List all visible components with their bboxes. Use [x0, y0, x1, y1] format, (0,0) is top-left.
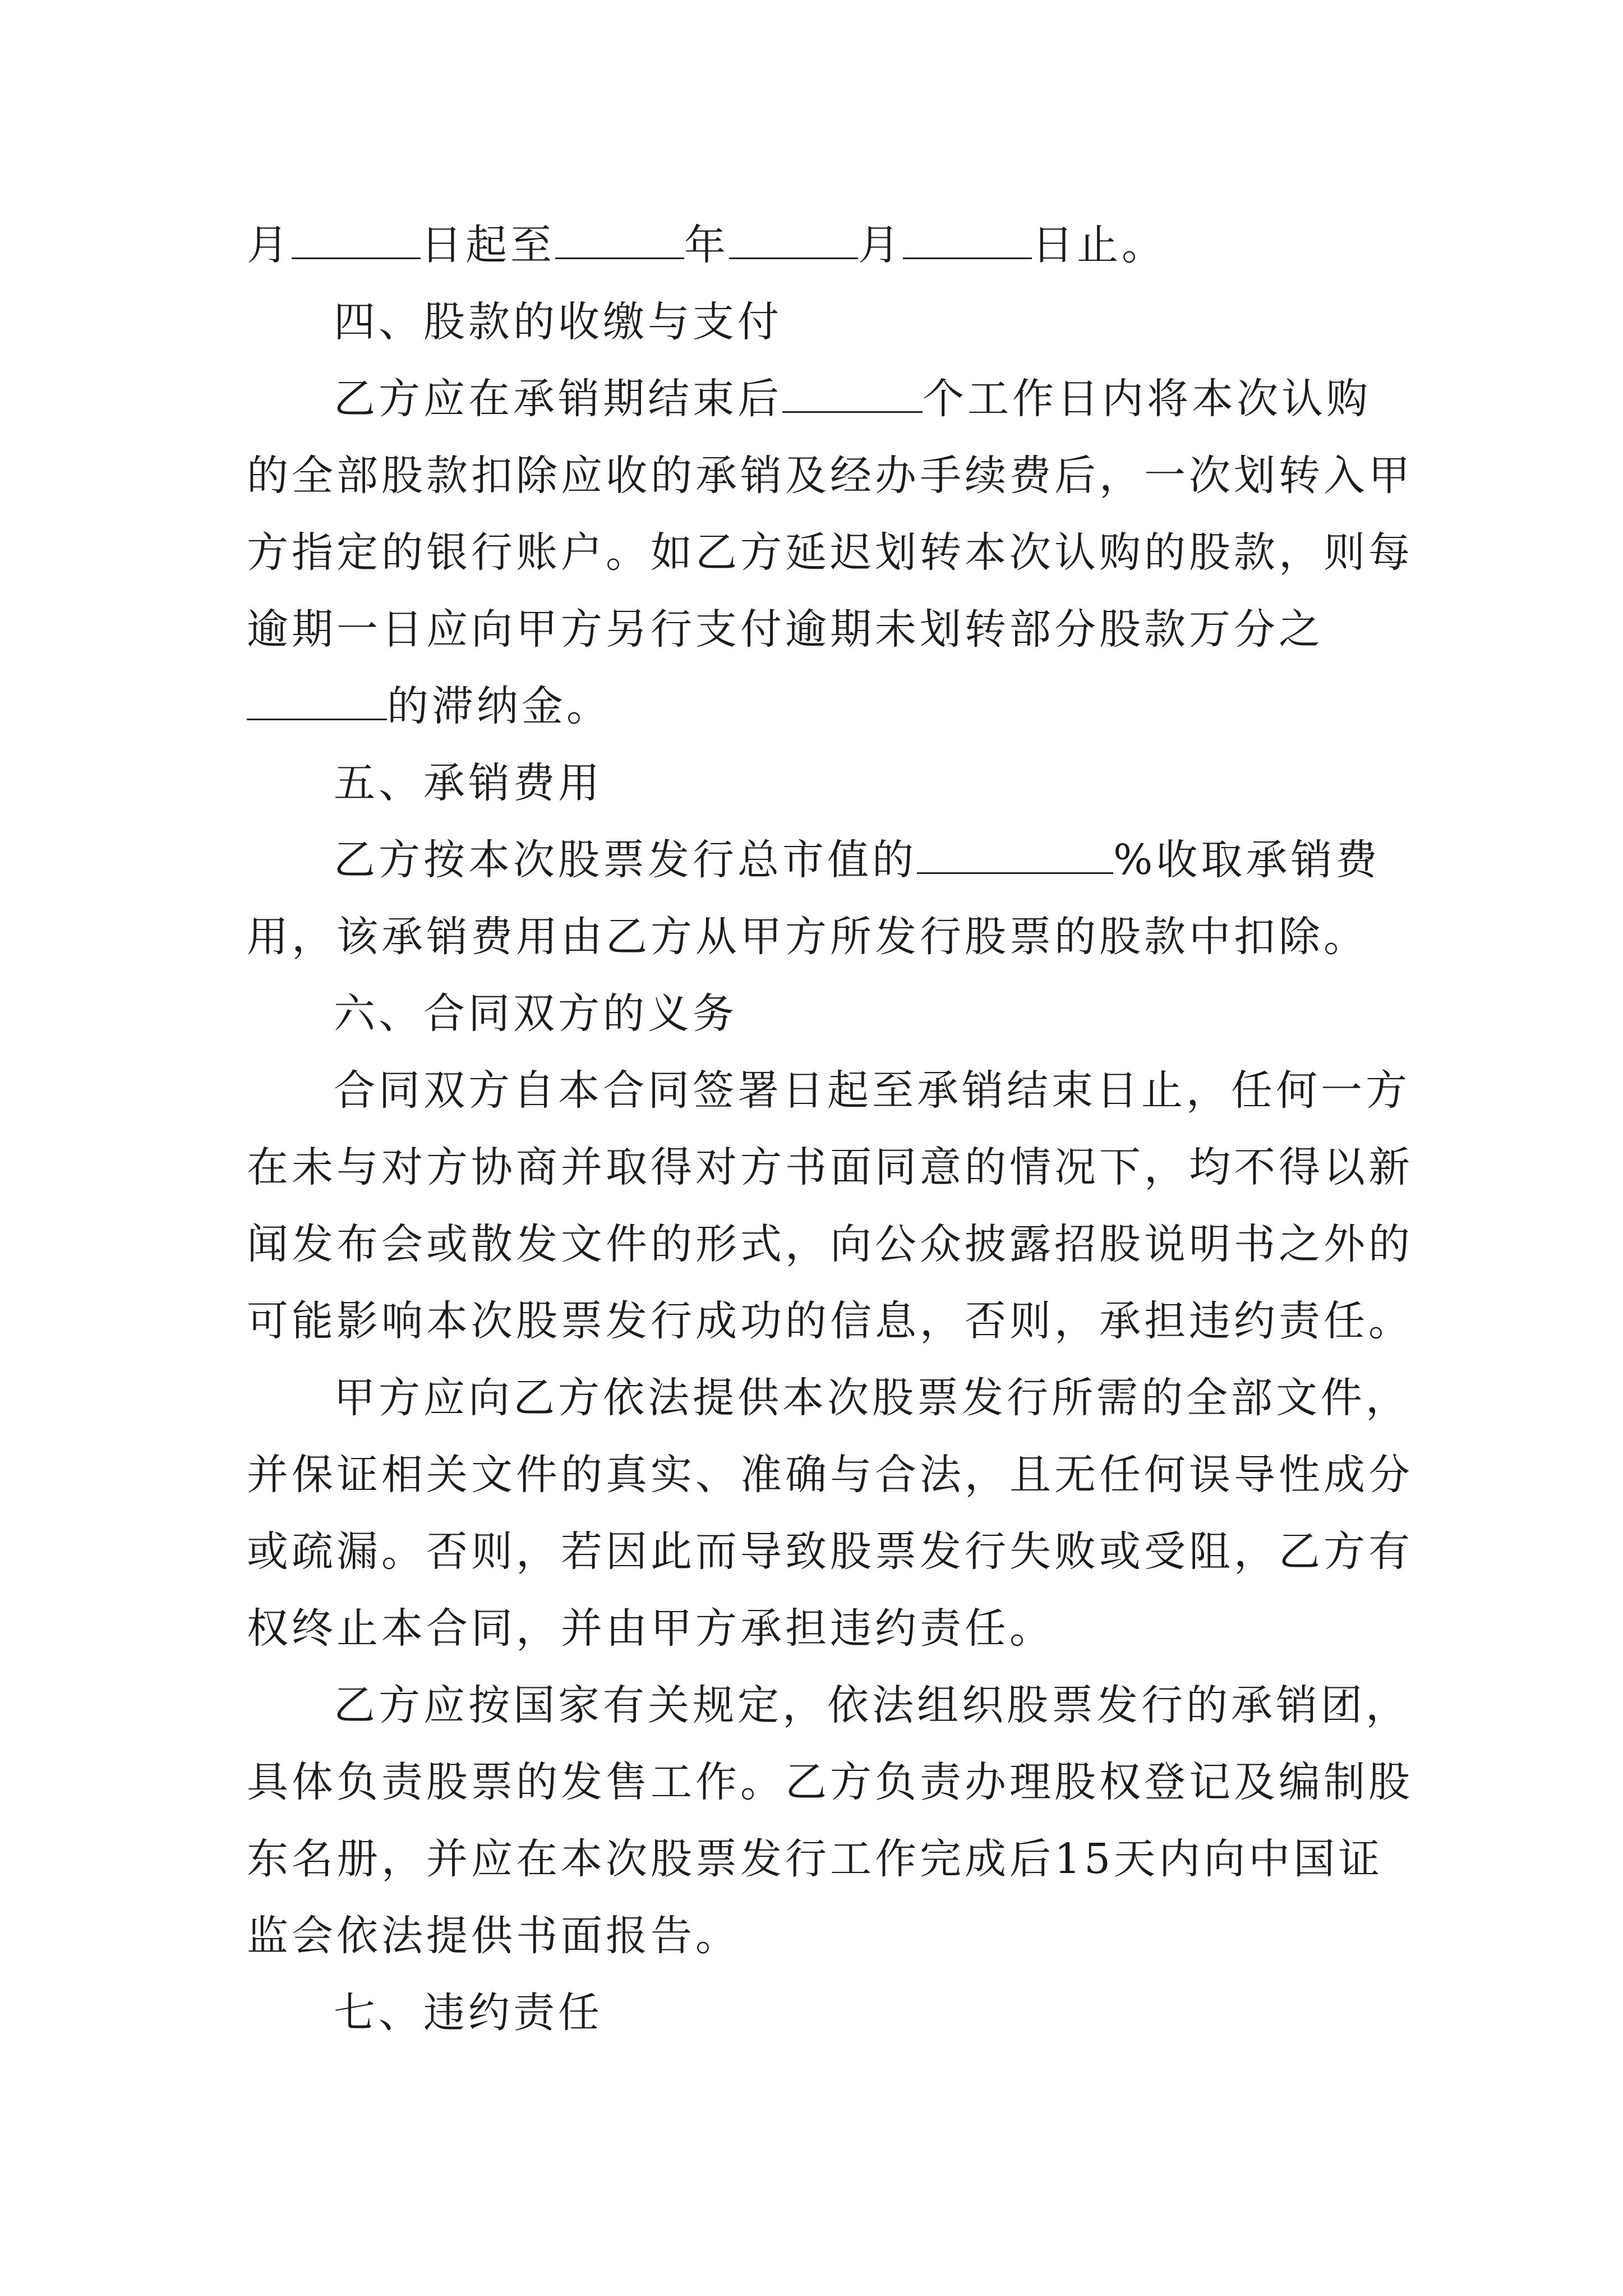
- paragraph-line: 或疏漏。否则，若因此而导致股票发行失败或受阻，乙方有: [247, 1527, 1413, 1576]
- paragraph-line: 并保证相关文件的真实、准确与合法，且无任何误导性成分: [247, 1451, 1413, 1499]
- section-heading-payment: 四、股款的收缴与支付: [334, 298, 782, 346]
- paragraph-line: [247, 835, 1396, 912]
- paragraph-line: 甲方应向乙方依法提供本次股票发行所需的全部文件，: [334, 1374, 1410, 1422]
- blank-day-end[interactable]: [903, 223, 1032, 259]
- paragraph-line: 在未与对方协商并取得对方书面同意的情况下，均不得以新: [247, 1143, 1413, 1191]
- section-heading-underwriting-fee: 五、承销费用: [334, 759, 603, 807]
- paragraph-line: 乙方应按国家有关规定，依法组织股票发行的承销团，: [334, 1681, 1410, 1729]
- paragraph-line: 方指定的银行账户。如乙方延迟划转本次认购的股款，则每: [247, 528, 1413, 577]
- text-segment: %收取承销费: [1113, 836, 1381, 884]
- text-segment: 乙方应在承销期结束后: [334, 375, 782, 423]
- paragraph-line: 监会依法提供书面报告。: [247, 1912, 740, 1960]
- line-term-end-date: [247, 220, 1396, 297]
- text-segment: 个工作日内将本次认购: [923, 375, 1371, 423]
- text-segment: 乙方按本次股票发行总市值的: [334, 836, 917, 884]
- paragraph-line: 的全部股款扣除应收的承销及经办手续费后，一次划转入甲: [247, 452, 1413, 500]
- paragraph-line: 具体负责股票的发售工作。乙方负责办理股权登记及编制股: [247, 1758, 1413, 1806]
- paragraph-line: [247, 681, 1396, 758]
- text-segment: 的滞纳金。: [387, 682, 611, 730]
- blank-working-days[interactable]: [782, 376, 923, 413]
- text-month: 月: [247, 221, 292, 269]
- paragraph-line: 可能影响本次股票发行成功的信息，否则，承担违约责任。: [247, 1297, 1413, 1345]
- paragraph-line: 逾期一日应向甲方另行支付逾期未划转部分股款万分之: [247, 605, 1324, 654]
- paragraph-line: 用，该承销费用由乙方从甲方所发行股票的股款中扣除。: [247, 913, 1368, 961]
- paragraph-line: 合同双方自本合同签署日起至承销结束日止，任何一方: [334, 1066, 1410, 1115]
- paragraph-line: 闻发布会或散发文件的形式，向公众披露招股说明书之外的: [247, 1220, 1413, 1268]
- section-heading-breach: 七、违约责任: [334, 1989, 603, 2037]
- blank-year-end[interactable]: [555, 223, 684, 259]
- blank-fee-percentage[interactable]: [917, 838, 1113, 874]
- contract-body: [247, 220, 1413, 2064]
- section-heading-obligations: 六、合同双方的义务: [334, 990, 737, 1038]
- text-day-end: 日止。: [1032, 221, 1166, 269]
- text-from-to: 日起至: [421, 221, 555, 269]
- paragraph-line: [247, 374, 1396, 450]
- text-month-2: 月: [858, 221, 903, 269]
- blank-month-end[interactable]: [729, 223, 858, 259]
- blank-late-fee-rate[interactable]: [247, 684, 387, 720]
- paragraph-line: 权终止本合同，并由甲方承担违约责任。: [247, 1604, 1054, 1653]
- text-year: 年: [684, 221, 729, 269]
- paragraph-line: 东名册，并应在本次股票发行工作完成后15天内向中国证: [247, 1835, 1384, 1883]
- blank-day-start[interactable]: [292, 223, 421, 259]
